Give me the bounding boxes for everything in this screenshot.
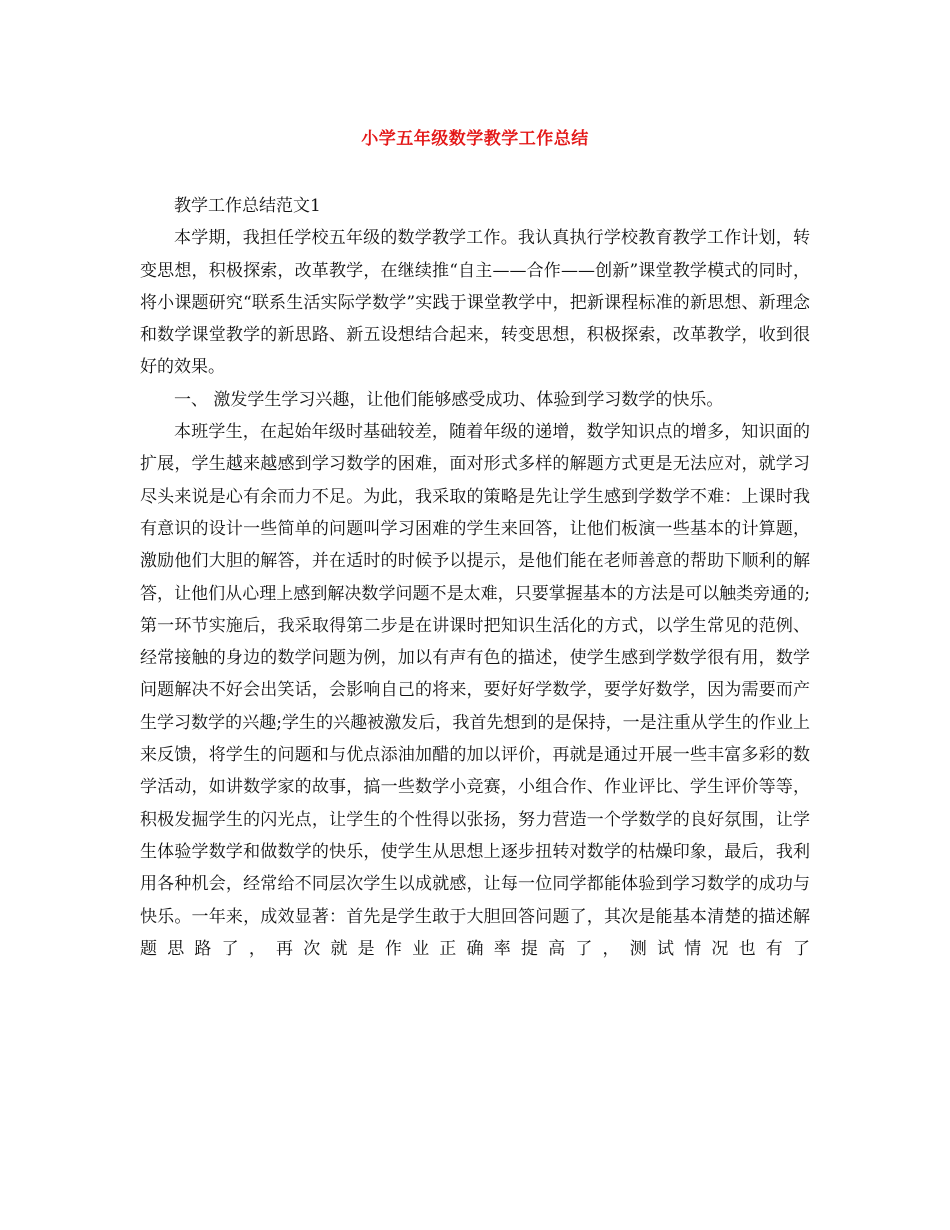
point-one-paragraph: 本班学生，在起始年级时基础较差，随着年级的递增，数学知识点的增多，知识面的扩展，学生越来越感到学习数学的困难，面对形式多样的解题方式更是无法应对，就学习尽头来说是心有余而力不足。为此，我采取的策略是先让学生感到学数学不难：上课时我有意识的设计一些简单的问题叫学习困难的学生来回答，让他们板演一些基本的计算题，激励他们大胆的解答，并在适时的时候予以提示，是他们能在老师善意的帮助下顺利的解答，让他们从心理上感到解决数学问题不是太难，只要掌握基本的方法是可以触类旁通的;第一环节实施后，我采取得第二步是在讲课时把知识生活化的方式，以学生常见的范例、经常接触的身边的数学问题为例，加以有声有色的描述，使学生感到学数学很有用，数学问题解决不好会出笑话，会影响自己的将来，要好好学数学，要学好数学，因为需要而产生学习数学的兴趣;学生的兴趣被激发后，我首先想到的是保持，一是注重从学生的作业上来反馈，将学生的问题和与优点添油加醋的加以评价，再就是通过开展一些丰富多彩的数学活动，如讲数学家的故事，搞一些数学小竞赛，小组合作、作业评比、学生评价等等，积极发掘学生的闪光点，让学生的个性得以张扬，努力营造一个学数学的良好氛围，让学生体验学数学和做数学的快乐，使学生从思想上逐步扭转对数学的枯燥印象，最后，我利用各种机会，经常给不同层次学生以成就感，让每一位同学都能体验到学习数学的成功与快乐。一年来，成效显著：首先是学生敢于大胆回答问题了，其次是能基本清楚的描述解题思路了，再次就是作业正确率提高了，测试情况也有了 [140,422,810,959]
document-title: 小学五年级数学教学工作总结 [361,129,589,149]
intro-paragraph: 本学期，我担任学校五年级的数学教学工作。我认真执行学校教育教学工作计划，转变思想，积极探索，改革教学，在继续推“自主——合作——创新”课堂教学模式的同时，将小课题研究“联系生活实际学数学”实践于课堂教学中，把新课程标准的新思想、新理念和数学课堂教学的新思路、新五设想结合起来，转变思想，积极探索，改革教学，收到很好的效果。 [140,228,810,378]
document-body [140,190,810,965]
point-one-heading: 一、 激发学生学习兴趣，让他们能够感受成功、体验到学习数学的快乐。 [174,389,724,410]
section-heading: 教学工作总结范文1 [174,196,321,216]
